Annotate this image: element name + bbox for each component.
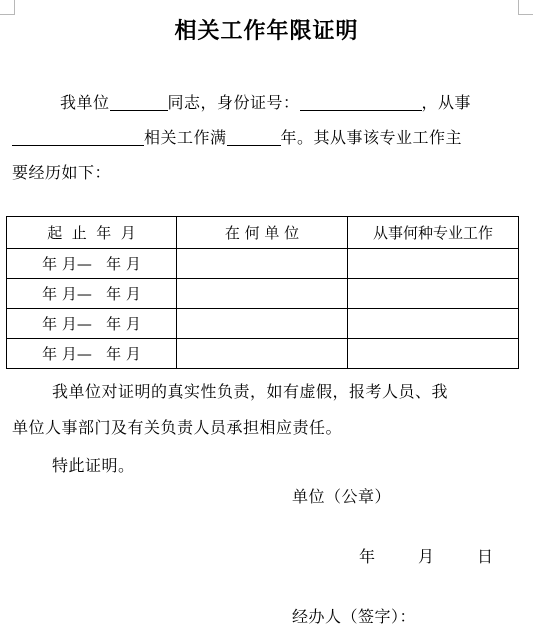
intro-text-years-main: 年。其从事该专业工作主 bbox=[280, 128, 463, 147]
work-cell[interactable] bbox=[348, 279, 519, 309]
work-history-table bbox=[6, 216, 519, 369]
table-header-row bbox=[7, 217, 519, 249]
header-period: 起 止 年 月 bbox=[7, 217, 177, 249]
unit-cell[interactable] bbox=[177, 339, 348, 369]
page-corner-mark-right bbox=[518, 0, 533, 15]
period-cell: 年 月— 年 月 bbox=[7, 279, 177, 309]
period-cell: 年 月— 年 月 bbox=[7, 339, 177, 369]
work-cell[interactable] bbox=[348, 309, 519, 339]
table-row bbox=[7, 339, 519, 369]
unit-cell[interactable] bbox=[177, 279, 348, 309]
statement-line-3: 特此证明。 bbox=[52, 456, 135, 475]
document-title: 相关工作年限证明 bbox=[174, 19, 359, 44]
intro-text-engaged-in: ，从事 bbox=[421, 93, 472, 112]
id-number-blank bbox=[300, 94, 422, 111]
unit-seal-label: 单位（公章） bbox=[292, 487, 392, 506]
page-corner-mark-left bbox=[0, 0, 15, 15]
statement-line-1: 我单位对证明的真实性负责，如有虚假，报考人员、我 bbox=[52, 382, 449, 401]
date-day: 日 bbox=[477, 547, 494, 566]
date-month: 月 bbox=[418, 547, 435, 566]
period-cell: 年 月— 年 月 bbox=[7, 309, 177, 339]
work-cell[interactable] bbox=[348, 339, 519, 369]
table-row bbox=[7, 279, 519, 309]
years-blank bbox=[227, 129, 281, 146]
header-unit: 在 何 单 位 bbox=[177, 217, 348, 249]
work-cell[interactable] bbox=[348, 249, 519, 279]
unit-cell[interactable] bbox=[177, 249, 348, 279]
table-row bbox=[7, 309, 519, 339]
field-blank bbox=[12, 129, 144, 146]
name-blank bbox=[110, 94, 168, 111]
date-year: 年 bbox=[359, 547, 376, 566]
period-cell: 年 月— 年 月 bbox=[7, 249, 177, 279]
statement-line-2: 单位人事部门及有关负责人员承担相应责任。 bbox=[12, 418, 343, 437]
intro-line-3: 要经历如下： bbox=[12, 163, 112, 182]
handler-signature-label: 经办人（签字）： bbox=[292, 607, 417, 626]
intro-text-my-unit: 我单位 bbox=[60, 93, 110, 112]
intro-line-2 bbox=[12, 128, 462, 148]
intro-text-work-full: 相关工作满 bbox=[144, 128, 227, 147]
header-work: 从事何种专业工作 bbox=[348, 217, 519, 249]
intro-text-comrade-id: 同志，身份证号： bbox=[167, 93, 300, 112]
unit-cell[interactable] bbox=[177, 309, 348, 339]
table-row bbox=[7, 249, 519, 279]
intro-line-1 bbox=[60, 93, 471, 113]
